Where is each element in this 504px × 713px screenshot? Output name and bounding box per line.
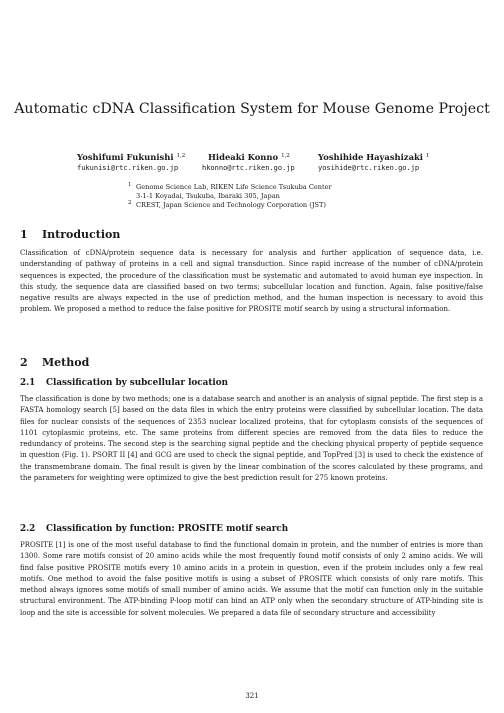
author-1 xyxy=(77,152,185,172)
author-3 xyxy=(318,152,429,172)
subsection-heading-prosite xyxy=(20,524,288,534)
section-number: 1 xyxy=(20,228,28,241)
affiliation-line: CREST, Japan Science and Technology Corporation (JST) xyxy=(136,201,326,209)
author-2 xyxy=(202,152,295,172)
author-email: fukunisi@rtc.riken.go.jp xyxy=(77,164,179,172)
prosite-paragraph: PROSITE [1] is one of the most useful database to find the functional domain in protein, and the number of entries is more than 1300. Some rare motifs consist of 20 amino acids while the most frequently found motif consists of only 2 amino acids. We will find false positive PROSITE motifs every 10 amino acids in a protein in question, even if the protein includes only a few real motifs. One method to avoid the false positive motifs is using a subset of PROSITE which consists of only rare motifs. This method always ignores some motifs of small number of amino acids. We assume that the motif can function only in the suitable structural environment. The ATP-binding P-loop motif can bind an ATP only when the secondary structure of ATP-binding site is loop and the site is accessible for solvent molecules. We prepared a data file of secondary structure and accessibility xyxy=(20,541,483,617)
section-heading-method xyxy=(20,356,89,369)
subsection-number: 2.1 xyxy=(20,378,36,388)
section-title: Method xyxy=(42,356,90,369)
author-name: Yoshifumi Fukunishi xyxy=(77,152,174,162)
author-email: yosihide@rtc.riken.go.jp xyxy=(318,164,420,172)
author-list xyxy=(0,152,504,182)
affiliation-mark: 2 xyxy=(128,200,132,206)
introduction-paragraph: Classification of cDNA/protein sequence data is necessary for analysis and further application of sequence data, i.e. understanding of pathway of proteins in a cell and signal transduction. Since rapid increase of the number of cDNA/protein sequences is expected, the procedure of the classification must be systematic and automated to avoid human eye inspection. In this study, the sequence data are classified based on two terms; subcellular location and function. Again, false positive/false negative results are always expected in the use of prediction method, and the human inspection is necessary to avoid this problem. We proposed a method to reduce the false positive for PROSITE motif search by using a structural information. xyxy=(20,249,483,314)
affiliation-line: Genome Science Lab, RIKEN Life Science Tsukuba Center xyxy=(136,183,332,191)
subsection-heading-subcellular xyxy=(20,378,228,388)
affiliations xyxy=(128,183,332,210)
affiliation-mark: 1 xyxy=(128,182,132,188)
subsection-number: 2.2 xyxy=(20,524,36,534)
subsection-title: Classification by function: PROSITE motif search xyxy=(46,524,289,534)
author-name: Yoshihide Hayashizaki xyxy=(318,152,423,162)
page-number: 321 xyxy=(245,692,259,700)
affiliation-2 xyxy=(128,201,332,210)
author-email: hkonno@rtc.riken.go.jp xyxy=(202,164,295,172)
affiliation-line: 3-1-1 Koyadai, Tsukuba, Ibaraki 305, Japan xyxy=(136,192,280,200)
author-affiliation-mark: 1,2 xyxy=(281,153,290,159)
section-heading-introduction xyxy=(20,228,120,241)
section-title: Introduction xyxy=(42,228,121,241)
subcellular-paragraph: The classification is done by two methods; one is a database search and another is an analysis of signal peptide. The first step is a FASTA homology search [5] based on the data files in which the entry proteins were classified by subcellular location. The data files for nuclear consists of the sequences of 2353 nuclear localized proteins, that for cytoplasm consists of the sequences of 1101 cytoplasmic proteins, etc. The same proteins from different species are removed from the data files to reduce the redundancy of proteins. The second step is the searching signal peptide and the checking physical property of peptide sequence in question (Fig. 1). PSORT II [4] and GCG are used to check the signal peptide, and TopPred [3] is used to check the existence of the transmembrane domain. The final result is given by the linear combination of the scores calculated by these programs, and the parameters for weighting were optimized to give the best prediction result for 275 known proteins. xyxy=(20,395,483,482)
author-affiliation-mark: 1,2 xyxy=(176,153,186,159)
author-name: Hideaki Konno xyxy=(208,152,279,162)
paper-title: Automatic cDNA Classification System for Mouse Genome Project xyxy=(14,101,490,117)
author-affiliation-mark: 1 xyxy=(425,153,430,159)
subsection-title: Classification by subcellular location xyxy=(46,378,229,388)
affiliation-1 xyxy=(128,183,332,201)
section-number: 2 xyxy=(20,356,28,369)
